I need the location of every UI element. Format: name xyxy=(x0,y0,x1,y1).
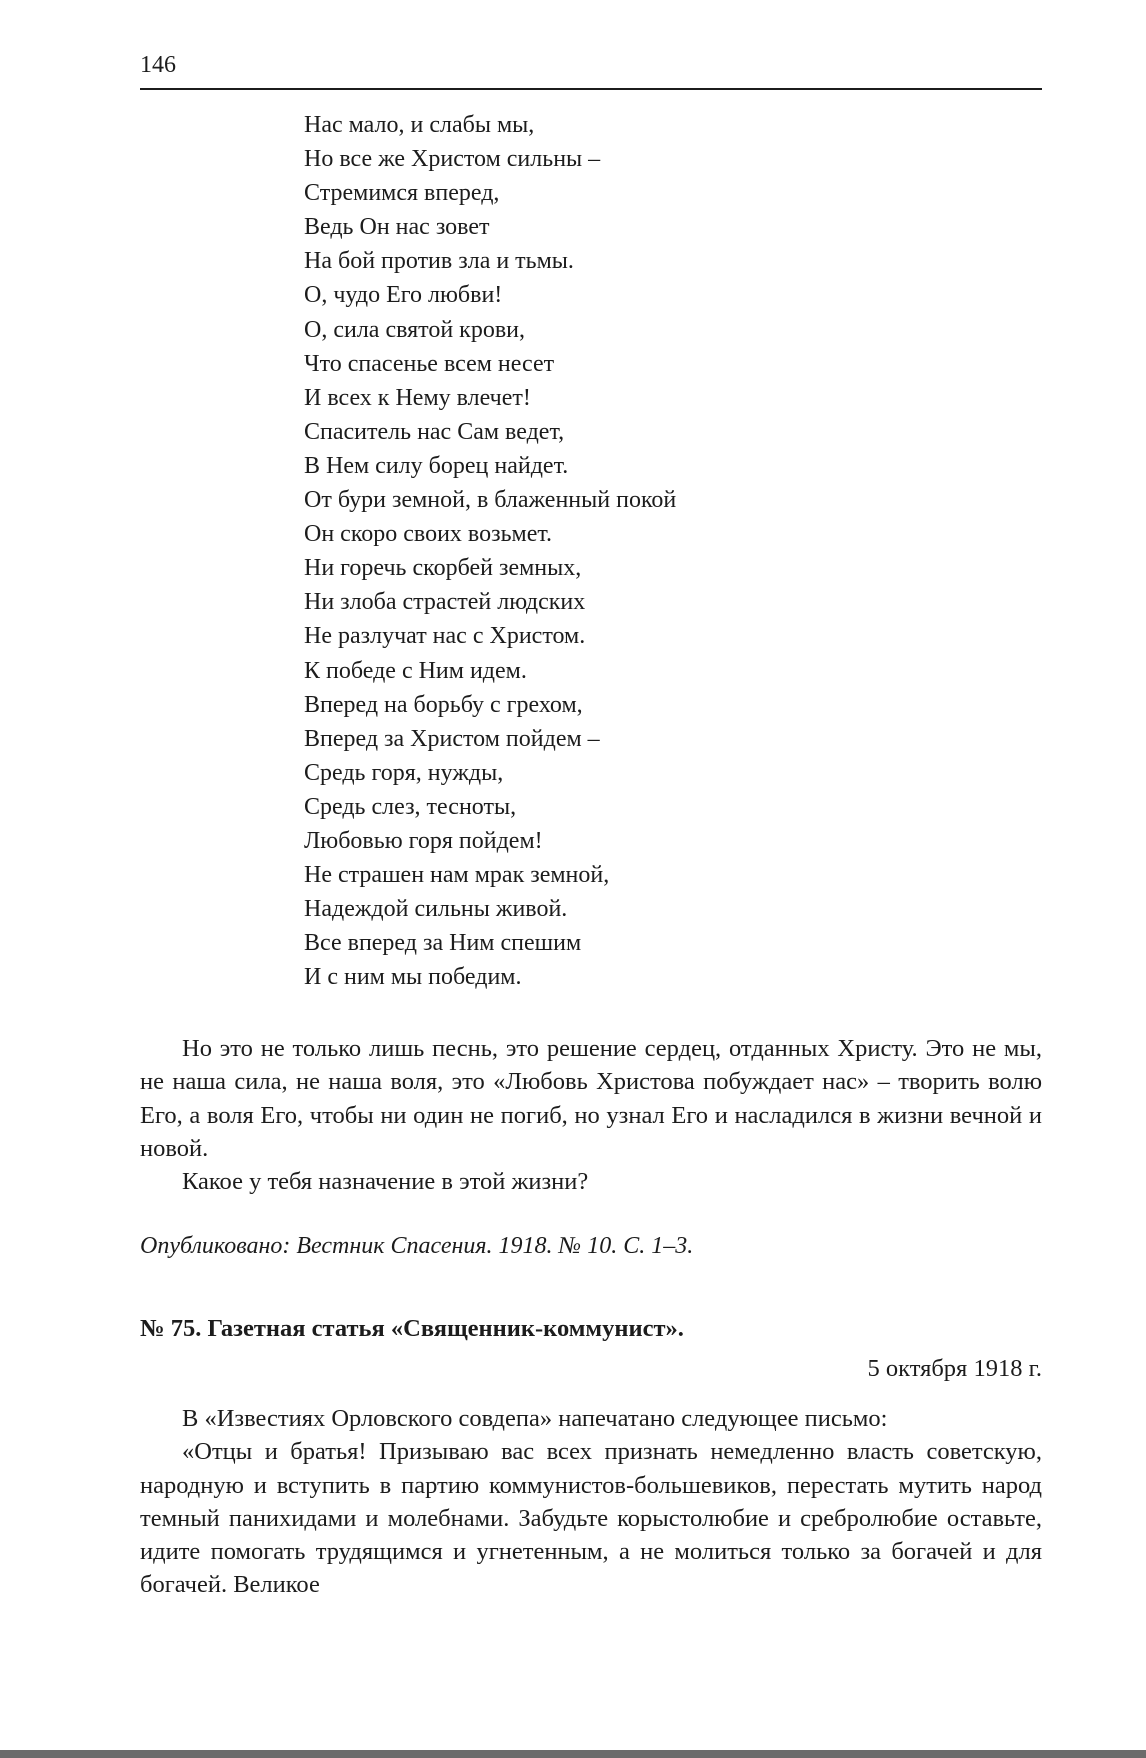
poem-line: Ни злоба страстей людских xyxy=(304,589,586,616)
poem-line: Средь слез, тесноты, xyxy=(304,793,517,820)
poem-line: Вперед на борьбу с грехом, xyxy=(304,691,583,718)
poem-line: Средь горя, нужды, xyxy=(304,759,504,786)
document-date: 5 октября 1918 г. xyxy=(867,1355,1042,1382)
header-rule xyxy=(140,88,1042,90)
commentary-question: Какое у тебя назначение в этой жизни? xyxy=(182,1168,589,1196)
poem-line: Нас мало, и слабы мы, xyxy=(304,112,535,138)
commentary xyxy=(140,1032,1042,1198)
poem-line: И всех к Нему влечет! xyxy=(304,384,531,411)
poem-line: Надеждой сильны живой. xyxy=(304,896,568,923)
poem xyxy=(304,108,676,994)
poem-line: Все вперед за Ним спешим xyxy=(304,930,582,957)
scan-bottom-edge xyxy=(0,1750,1146,1758)
poem-line: О, чудо Его любви! xyxy=(304,282,503,309)
poem-line: Не страшен нам мрак земной, xyxy=(304,862,610,889)
poem-line: О, сила святой крови, xyxy=(304,316,526,343)
poem-line: И с ним мы победим. xyxy=(304,964,522,991)
document-body xyxy=(140,1402,1042,1602)
poem-line: Ни горечь скорбей земных, xyxy=(304,555,582,582)
poem-line: Что спасенье всем несет xyxy=(304,350,555,377)
poem-line: Спаситель нас Сам ведет, xyxy=(304,418,565,445)
commentary-paragraph: Но это не только лишь песнь, это решение сердец, отданных Христу. Это не мы, не наша сила, не наша воля, это «Любовь Христова побуждает нас» – творить волю Его, а воля Его, чтобы ни один не погиб, но узнал Его и насладился в жизни вечной и новой. xyxy=(140,1035,1042,1162)
poem-line: От бури земной, в блаженный покой xyxy=(304,487,677,514)
poem-line: Вперед за Христом пойдем – xyxy=(304,725,600,752)
source-citation: Опубликовано: Вестник Спасения. 1918. № 10. С. 1–3. xyxy=(140,1233,694,1259)
poem-line: Ведь Он нас зовет xyxy=(304,214,490,241)
poem-line: Но все же Христом сильны – xyxy=(304,146,601,173)
poem-line: Он скоро своих возьмет. xyxy=(304,521,553,548)
poem-line: Стремимся вперед, xyxy=(304,180,500,207)
page-number: 146 xyxy=(140,52,176,78)
poem-line: В Нем силу борец найдет. xyxy=(304,452,569,479)
document-heading: № 75. Газетная статья «Священник-коммунист». xyxy=(140,1315,684,1342)
poem-line: Любовью горя пойдем! xyxy=(304,827,543,854)
poem-line: На бой против зла и тьмы. xyxy=(304,248,574,275)
poem-line: Не разлучат нас с Христом. xyxy=(304,623,586,650)
document-intro-paragraph: В «Известиях Орловского совдепа» напечатано следующее письмо: xyxy=(182,1405,888,1432)
document-letter-paragraph: «Отцы и братья! Призываю вас всех признать немедленно власть советскую, народную и вступить в партию коммунистов-большевиков, перестать мутить народ темный панихидами и молебнами. Забудьте корыстолюбие и сребролюбие оставьте, идите помогать трудящимся и угнетенным, а не молиться только за богачей и для богачей. Великое xyxy=(140,1438,1042,1599)
poem-line: К победе с Ним идем. xyxy=(304,657,527,684)
